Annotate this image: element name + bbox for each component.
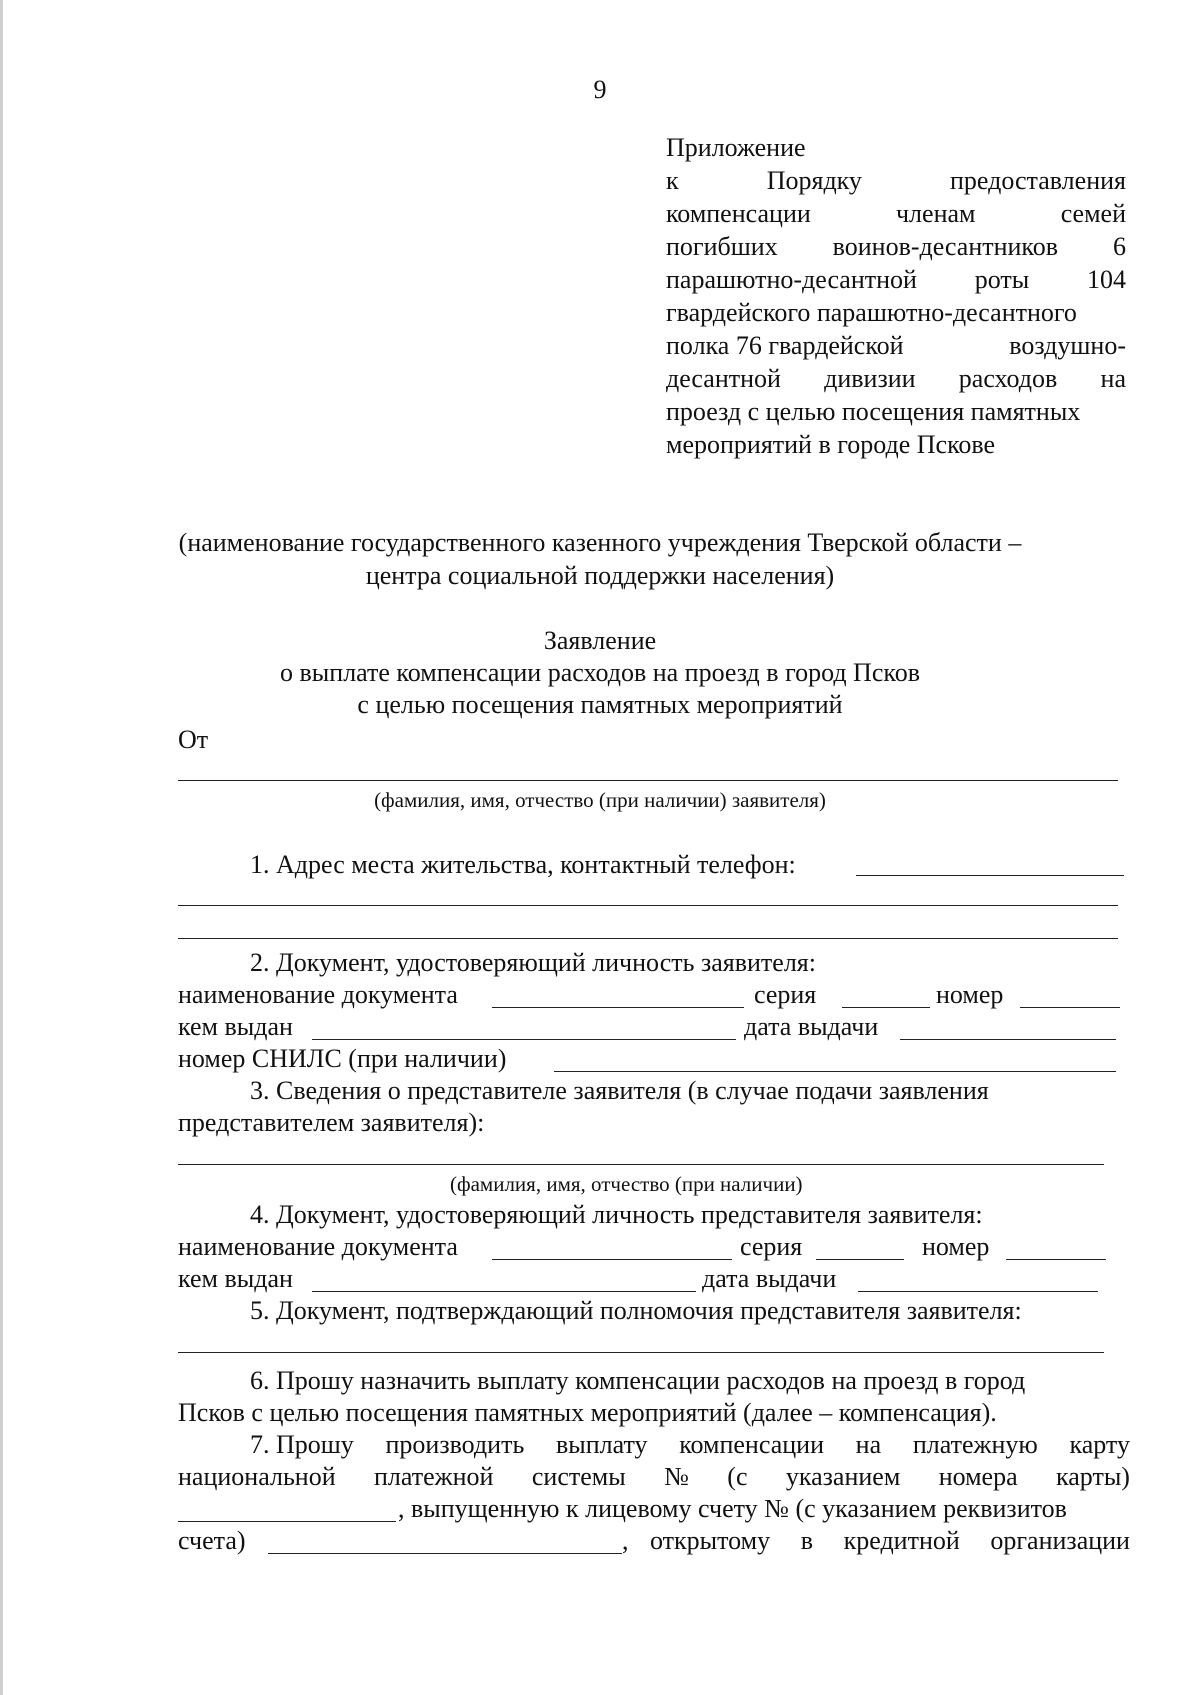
word: компенсации — [666, 199, 811, 228]
applicant-name-field[interactable] — [178, 780, 1118, 781]
word: Порядку — [766, 166, 862, 195]
item-4-heading: 4. Документ, удостоверяющий личность представителя заявителя: — [250, 1200, 983, 1229]
address-phone-field[interactable] — [856, 875, 1124, 876]
word: расходов — [958, 364, 1058, 393]
institution-line-1: (наименование государственного казенного учреждения Тверской области – — [178, 528, 1022, 557]
applicant-caption: (фамилия, имя, отчество (при наличии) заявителя) — [374, 788, 826, 812]
appendix-line — [666, 267, 1126, 293]
appendix-line — [666, 366, 1126, 392]
word: воздушно- — [1009, 331, 1126, 360]
statement-title: Заявление — [543, 626, 657, 655]
word: роты — [974, 265, 1030, 294]
appendix-line — [666, 300, 1126, 326]
appendix-line — [666, 168, 1126, 194]
account-label: счета) — [178, 1526, 246, 1555]
rep-number-label: номер — [922, 1232, 990, 1261]
item-7-line-3: , выпущенную к лицевому счету № (с указанием реквизитов — [398, 1494, 1067, 1523]
word: выплату — [555, 1430, 648, 1459]
institution-line-2: центра социальной поддержки населения) — [365, 561, 835, 590]
word: открытому — [650, 1526, 771, 1555]
issue-date-field[interactable] — [900, 1039, 1116, 1040]
word: карту — [1069, 1430, 1130, 1459]
issue-date-label: дата выдачи — [744, 1012, 879, 1041]
representative-caption: (фамилия, имя, отчество (при наличии) — [450, 1172, 803, 1196]
word: на — [855, 1430, 882, 1459]
word: на — [1100, 364, 1126, 393]
word: указанием — [785, 1462, 901, 1491]
word: предоставления — [950, 166, 1126, 195]
issued-by-label: кем выдан — [178, 1012, 293, 1041]
word: организации — [990, 1526, 1130, 1555]
word: компенсации — [679, 1430, 824, 1459]
appendix-title: Приложение — [666, 133, 806, 162]
word: в — [800, 1526, 813, 1555]
word: производить — [385, 1430, 525, 1459]
word: полка 76 гвардейской — [666, 331, 904, 360]
rep-issue-date-label: дата выдачи — [702, 1264, 837, 1293]
series-label: серия — [754, 980, 817, 1009]
item-7-line-1 — [250, 1432, 1130, 1458]
word: гвардейского парашютно-десантного — [666, 298, 1077, 327]
representative-name-field[interactable] — [178, 1164, 1104, 1165]
rep-issued-by-field[interactable] — [312, 1291, 696, 1292]
page-number: 9 — [593, 75, 607, 104]
item-3-line-2: представителем заявителя): — [178, 1108, 485, 1137]
statement-subtitle-2: с целью посещения памятных мероприятий — [357, 690, 843, 719]
item-1-label: 1. Адрес места жительства, контактный телефон: — [250, 850, 796, 879]
snils-field[interactable] — [554, 1071, 1116, 1072]
item-7-line-4-end — [650, 1528, 1130, 1554]
word: национальной — [178, 1462, 336, 1491]
word: к — [666, 166, 679, 195]
doc-name-label: наименование документа — [178, 980, 458, 1009]
word: платежную — [912, 1430, 1038, 1459]
word: членам — [895, 199, 976, 228]
account-comma: , — [622, 1526, 629, 1555]
address-line-2[interactable] — [178, 905, 1118, 906]
statement-subtitle-1: о выплате компенсации расходов на проезд в город Псков — [280, 658, 920, 687]
word: номера — [938, 1462, 1018, 1491]
word: системы — [531, 1462, 626, 1491]
doc-name-field[interactable] — [492, 1007, 744, 1008]
item-3-line-1: 3. Сведения о представителе заявителя (в случае подачи заявления — [250, 1076, 989, 1105]
word: семей — [1060, 199, 1126, 228]
series-field[interactable] — [842, 1007, 930, 1008]
word: 6 — [1113, 232, 1126, 261]
word: № — [664, 1462, 689, 1491]
from-label: От — [178, 725, 209, 754]
number-field[interactable] — [1020, 1007, 1120, 1008]
issued-by-field[interactable] — [312, 1039, 736, 1040]
rep-doc-name-field[interactable] — [492, 1259, 732, 1260]
account-field[interactable] — [268, 1553, 622, 1554]
rep-issued-by-label: кем выдан — [178, 1264, 293, 1293]
number-label: номер — [936, 980, 1004, 1009]
appendix-line — [666, 399, 1126, 425]
word: проезд с целью посещения памятных — [666, 397, 1081, 426]
appendix-last-line: мероприятий в городе Пскове — [666, 430, 996, 459]
word: 104 — [1086, 265, 1126, 294]
word: (с — [727, 1462, 748, 1491]
authority-doc-field[interactable] — [178, 1352, 1104, 1353]
scan-edge — [0, 0, 3, 1695]
appendix-line — [666, 234, 1126, 260]
rep-issue-date-field[interactable] — [858, 1291, 1098, 1292]
card-number-field[interactable] — [178, 1521, 396, 1522]
rep-series-label: серия — [740, 1232, 803, 1261]
item-6-line-2: Псков с целью посещения памятных мероприятий (далее – компенсация). — [178, 1398, 997, 1427]
rep-series-field[interactable] — [816, 1259, 904, 1260]
item-2-heading: 2. Документ, удостоверяющий личность заявителя: — [250, 948, 816, 977]
word: парашютно-десантной — [666, 265, 917, 294]
item-6-text: 6. Прошу назначить выплату компенсации расходов на проезд в город — [250, 1366, 1026, 1395]
word: кредитной — [843, 1526, 960, 1555]
rep-number-field[interactable] — [1006, 1259, 1106, 1260]
word: дивизии — [824, 364, 916, 393]
rep-doc-name-label: наименование документа — [178, 1232, 458, 1261]
item-7-line-2 — [178, 1464, 1130, 1490]
item-5-label: 5. Документ, подтверждающий полномочия представителя заявителя: — [250, 1296, 1022, 1325]
word: 7. Прошу — [250, 1430, 354, 1459]
appendix-line — [666, 201, 1126, 227]
appendix-line — [666, 333, 1126, 359]
word: десантной — [666, 364, 781, 393]
word: платежной — [374, 1462, 494, 1491]
word: погибших — [666, 232, 778, 261]
address-line-3[interactable] — [178, 938, 1118, 939]
snils-label: номер СНИЛС (при наличии) — [178, 1044, 507, 1073]
item-6-line-1 — [250, 1368, 1130, 1394]
word: карты) — [1056, 1462, 1130, 1491]
word: воинов-десантников — [832, 232, 1059, 261]
